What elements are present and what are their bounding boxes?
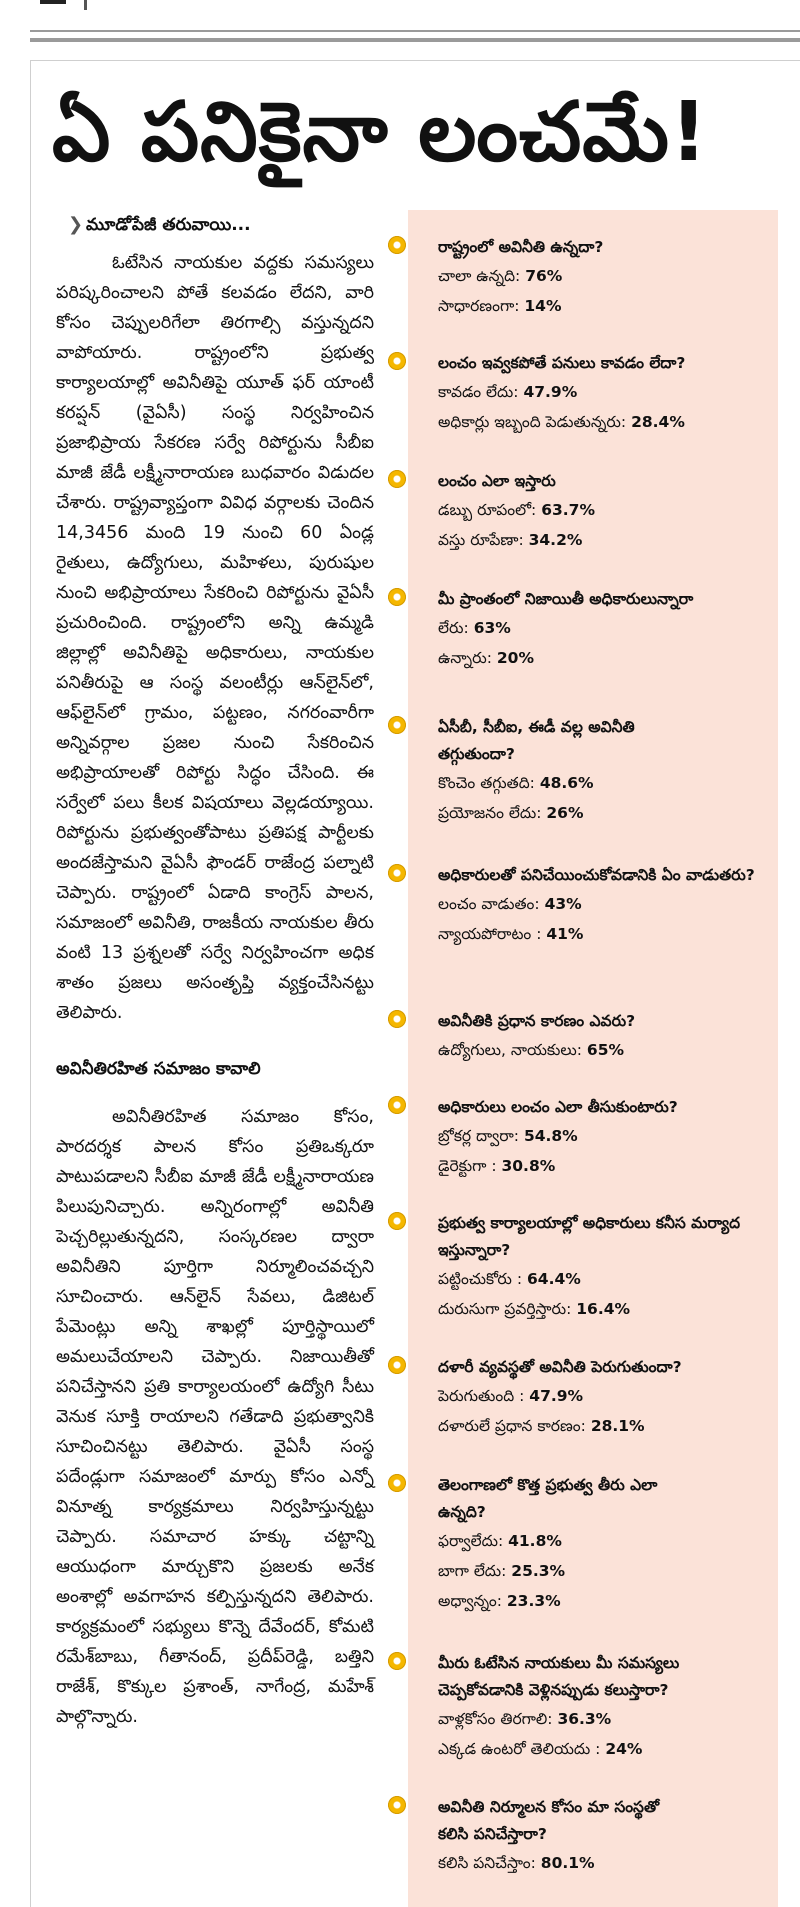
divider bbox=[30, 60, 800, 61]
answer-value: 36.3% bbox=[557, 1710, 612, 1728]
survey-question: అధికారులతో పనిచేయించుకోవడానికి ఏం వాడుతరు? bbox=[438, 866, 755, 884]
answer-label: లేరు: bbox=[438, 619, 469, 637]
answer-label: ఉద్యోగులు, నాయకులు: bbox=[438, 1041, 582, 1059]
answer-value: 16.4% bbox=[576, 1300, 631, 1318]
answer-label: కొంచెం తగ్గుతది: bbox=[438, 774, 535, 792]
survey-item bbox=[408, 350, 778, 437]
answer-value: 54.8% bbox=[523, 1127, 578, 1145]
survey-answer bbox=[438, 1734, 778, 1764]
answer-label: దళారులే ప్రధాన కారణం: bbox=[438, 1417, 586, 1435]
survey-question: అవినీతి నిర్మూలన కోసం మా సంస్థతో కలిసి పనిచేస్తారా? bbox=[438, 1798, 660, 1843]
survey-question: ప్రభుత్వ కార్యాలయాల్లో అధికారులు కనీస మర్యాద ఇస్తున్నారా? bbox=[438, 1214, 741, 1259]
answer-label: బ్రోకర్ల ద్వారా: bbox=[438, 1127, 519, 1145]
survey-panel bbox=[408, 210, 778, 1907]
survey-answer bbox=[438, 1848, 778, 1878]
survey-answer bbox=[438, 613, 778, 643]
continuation-text: మూడోపేజీ తరువాయి... bbox=[86, 215, 251, 235]
answer-value: 28.4% bbox=[631, 413, 685, 431]
answer-label: వాళ్లకోసం తిరగాలి: bbox=[438, 1710, 553, 1728]
survey-answer bbox=[438, 1704, 778, 1734]
survey-answer bbox=[438, 889, 778, 919]
survey-question: అధికారులు లంచం ఎలా తీసుకుంటారు? bbox=[438, 1098, 678, 1116]
answer-value: 63.7% bbox=[541, 501, 595, 519]
answer-label: న్యాయపోరాటం : bbox=[438, 925, 542, 943]
survey-question: ఏసీబీ, సీబీఐ, ఈడీ వల్ల అవినీతి తగ్గుతుందా? bbox=[438, 718, 635, 763]
answer-label: దురుసుగా ప్రవర్తిస్తారు: bbox=[438, 1300, 572, 1318]
divider bbox=[30, 60, 31, 1907]
survey-question: మీరు ఓటేసిన నాయకులు మీ సమస్యలు చెప్పకోవడానికి వెళ్లినప్పుడు కలుస్తారా? bbox=[438, 1654, 680, 1699]
bullet-icon bbox=[388, 236, 406, 254]
answer-value: 20% bbox=[496, 649, 534, 667]
survey-item bbox=[408, 714, 778, 828]
survey-question: లంచం ఇవ్వకపోతే పనులు కావడం లేదా? bbox=[438, 354, 686, 372]
menu-icon[interactable] bbox=[40, 0, 66, 4]
bullet-icon bbox=[388, 716, 406, 734]
answer-value: 43% bbox=[544, 895, 582, 913]
bullet-icon bbox=[388, 470, 406, 488]
answer-value: 41% bbox=[546, 925, 584, 943]
answer-value: 25.3% bbox=[511, 1562, 566, 1580]
survey-answer bbox=[438, 1526, 778, 1556]
answer-value: 23.3% bbox=[506, 1592, 561, 1610]
survey-answer bbox=[438, 1294, 778, 1324]
answer-value: 47.9% bbox=[523, 383, 578, 401]
bullet-icon bbox=[388, 1010, 406, 1028]
answer-label: ఫర్వాలేదు: bbox=[438, 1532, 504, 1550]
survey-answer bbox=[438, 1151, 778, 1181]
answer-value: 41.8% bbox=[508, 1532, 562, 1550]
survey-question: దళారీ వ్యవస్థతో అవినీతి పెరుగుతుందా? bbox=[438, 1358, 682, 1376]
bullet-icon bbox=[388, 1356, 406, 1374]
paragraph: ఓటేసిన నాయకుల వద్దకు సమస్యలు పరిష్కరించాలని పోతే కలవడం లేదని, వారి కోసం చెప్పులరిగేలా తిరగాల్సి వస్తున్నదని వాపోయారు. రాష్ట్రంలోని ప్రభుత్వ కార్యాలయాల్లో అవినీతిపై యూత్ ఫర్ యాంటీ కరప్షన్ (వైఏసీ) సంస్థ నిర్వహించిన ప్రజాభిప్రాయ సేకరణ సర్వే రిపోర్టును సీబీఐ మాజీ జేడీ లక్ష్మీనారాయణ బుధవారం విడుదల చేశారు. రాష్ట్రవ్యాప్తంగా వివిధ వర్గాలకు చెందిన 14,3456 మంది 19 నుంచి 60 ఏండ్ల రైతులు, ఉద్యోగులు, మహిళలు, పురుషుల నుంచి అభిప్రాయాలు సేకరించి రిపోర్టును వైఏసీ ప్రచురించింది. రాష్ట్రంలోని అన్ని ఉమ్మడి జిల్లాల్లో అవినీతిపై అధికారులు, నాయకుల పనితీరుపై ఆ సంస్థ వలంటీర్లు ఆన్‌లైన్‌లో, ఆఫ్‌లైన్‌లో గ్రామం, పట్టణం, నగరంవారీగా అన్నివర్గాల ప్రజల నుంచి సేకరించిన అభిప్రాయాలతో రిపోర్టు సిద్ధం చేసింది. ఈ సర్వేలో పలు కీలక విషయాలు వెల్లడయ్యాయి. రిపోర్టును ప్రభుత్వంతోపాటు ప్రతిపక్ష పార్టీలకు అందజేస్తామని వైఏసీ ఫౌండర్ రాజేంద్ర పల్నాటి చెప్పారు. రాష్ట్రంలో ఏడాది కాంగ్రెస్ పాలన, సమాజంలో అవినీతి, రాజకీయ నాయకుల తీరు వంటి 13 ప్రశ్నలతో సర్వే నిర్వహించగా అధిక శాతం ప్రజలు అసంతృప్తి వ్యక్తంచేసినట్టు తెలిపారు. bbox=[56, 253, 374, 1023]
survey-answer bbox=[438, 1035, 778, 1065]
answer-label: బాగా లేదు: bbox=[438, 1562, 507, 1580]
answer-value: 80.1% bbox=[540, 1854, 595, 1872]
bullet-icon bbox=[388, 864, 406, 882]
survey-item bbox=[408, 1472, 778, 1616]
survey-answer bbox=[438, 768, 778, 798]
survey-item bbox=[408, 1794, 778, 1878]
answer-label: పట్టించుకోరు : bbox=[438, 1270, 523, 1288]
article-body bbox=[56, 210, 374, 1732]
survey-answer bbox=[438, 919, 778, 949]
answer-label: ప్రయోజనం లేదు: bbox=[438, 804, 542, 822]
answer-label: చాలా ఉన్నది: bbox=[438, 267, 521, 285]
survey-item bbox=[408, 468, 778, 555]
survey-item bbox=[408, 1008, 778, 1065]
answer-label: ఎక్కడ ఉంటరో తెలియదు : bbox=[438, 1740, 601, 1758]
survey-item bbox=[408, 234, 778, 321]
survey-answer bbox=[438, 495, 778, 525]
answer-value: 48.6% bbox=[539, 774, 594, 792]
answer-value: 65% bbox=[586, 1041, 625, 1059]
answer-value: 63% bbox=[473, 619, 511, 637]
answer-label: డైరెక్టుగా : bbox=[438, 1157, 497, 1175]
continuation-note bbox=[68, 210, 374, 240]
survey-answer bbox=[438, 1556, 778, 1586]
survey-answer bbox=[438, 1121, 778, 1151]
answer-value: 14% bbox=[524, 297, 562, 315]
bullet-icon bbox=[388, 1796, 406, 1814]
bullet-icon bbox=[388, 1096, 406, 1114]
answer-value: 64.4% bbox=[527, 1270, 581, 1288]
answer-value: 76% bbox=[525, 267, 563, 285]
answer-value: 34.2% bbox=[528, 531, 583, 549]
bullet-icon bbox=[388, 1474, 406, 1492]
survey-item bbox=[408, 586, 778, 673]
survey-question: అవినీతికి ప్రధాన కారణం ఎవరు? bbox=[438, 1012, 636, 1030]
bullet-icon bbox=[388, 1652, 406, 1670]
bullet-icon bbox=[388, 588, 406, 606]
divider bbox=[30, 38, 800, 42]
survey-answer bbox=[438, 1586, 778, 1616]
answer-label: పెరుగుతుంది : bbox=[438, 1387, 525, 1405]
headline: ఏ పనికైనా లంచమే! bbox=[52, 85, 709, 180]
survey-item bbox=[408, 1650, 778, 1764]
answer-value: 26% bbox=[546, 804, 584, 822]
survey-answer bbox=[438, 798, 778, 828]
answer-label: ఉన్నారు: bbox=[438, 649, 492, 667]
survey-answer bbox=[438, 407, 778, 437]
paragraph: అవినీతిరహిత సమాజం కోసం, పారదర్శక పాలన కోసం ప్రతిఒక్కరూ పాటుపడాలని సీబీఐ మాజీ జేడీ లక్ష్మీనారాయణ పిలుపునిచ్చారు. అన్నిరంగాల్లో అవినీతి పెచ్చరిల్లుతున్నదని, సంస్కరణల ద్వారా అవినీతిని పూర్తిగా నిర్మూలించవచ్చని సూచించారు. ఆన్‌లైన్ సేవలు, డిజిటల్ పేమెంట్లు అన్ని శాఖల్లో పూర్తిస్థాయిలో అమలుచేయాలని చెప్పారు. నిజాయితీతో పనిచేస్తానని ప్రతి కార్యాలయంలో ఉద్యోగి సీటు వెనుక సూక్తి రాయాలని గతేడాది ప్రభుత్వానికి సూచించినట్టు తెలిపారు. వైఏసీ సంస్థ పదేండ్లుగా సమాజంలో మార్పు కోసం ఎన్నో వినూత్న కార్యక్రమాలు నిర్వహిస్తున్నట్టు చెప్పారు. సమాచార హక్కు చట్టాన్ని ఆయుధంగా మార్చుకొని ప్రజలకు అనేక అంశాల్లో అవగాహన కల్పిస్తున్నదని తెలిపారు. కార్యక్రమంలో సభ్యులు కొన్నె దేవేందర్, కోమటి రమేశ్‌బాబు, గీతానంద్, ప్రదీప్‌రెడ్డి, బత్తిని రాజేశ్, కొక్కుల ప్రశాంత్, నాగేంద్ర, మహేశ్ పాల్గొన్నారు. bbox=[56, 1107, 374, 1727]
survey-question: మీ ప్రాంతంలో నిజాయితీ అధికారులున్నారా bbox=[438, 590, 694, 608]
bullet-icon bbox=[388, 1212, 406, 1230]
answer-label: డబ్బు రూపంలో: bbox=[438, 501, 537, 519]
survey-answer bbox=[438, 1264, 778, 1294]
survey-answer bbox=[438, 1381, 778, 1411]
chevron-right-icon: ❯ bbox=[68, 214, 84, 235]
answer-value: 24% bbox=[605, 1740, 643, 1758]
survey-answer bbox=[438, 377, 778, 407]
divider bbox=[84, 0, 87, 10]
survey-answer bbox=[438, 261, 778, 291]
answer-label: లంచం వాడుతం: bbox=[438, 895, 540, 913]
answer-label: అధ్వాన్నం: bbox=[438, 1592, 502, 1610]
answer-label: వస్తు రూపేణా: bbox=[438, 531, 524, 549]
answer-value: 30.8% bbox=[501, 1157, 556, 1175]
answer-label: కలిసి పనిచేస్తాం: bbox=[438, 1854, 536, 1872]
survey-question: తెలంగాణలో కొత్త ప్రభుత్వ తీరు ఎలా ఉన్నది? bbox=[438, 1476, 658, 1521]
survey-answer bbox=[438, 1411, 778, 1441]
answer-label: సాధారణంగా: bbox=[438, 297, 520, 315]
survey-item bbox=[408, 862, 778, 949]
survey-answer bbox=[438, 525, 778, 555]
answer-label: కావడం లేదు: bbox=[438, 383, 519, 401]
divider bbox=[30, 30, 800, 32]
answer-value: 28.1% bbox=[590, 1417, 645, 1435]
survey-answer bbox=[438, 291, 778, 321]
survey-question: లంచం ఎలా ఇస్తారు bbox=[438, 472, 556, 490]
top-bar bbox=[0, 0, 800, 14]
survey-item bbox=[408, 1210, 778, 1324]
survey-item bbox=[408, 1354, 778, 1441]
bullet-icon bbox=[388, 352, 406, 370]
answer-value: 47.9% bbox=[529, 1387, 584, 1405]
survey-item bbox=[408, 1094, 778, 1181]
survey-question: రాష్ట్రంలో అవినీతి ఉన్నదా? bbox=[438, 238, 604, 256]
answer-label: అధికార్లు ఇబ్బంది పెడుతున్నరు: bbox=[438, 413, 627, 431]
survey-answer bbox=[438, 643, 778, 673]
subheading: అవినీతిరహిత సమాజం కావాలి bbox=[56, 1059, 261, 1079]
